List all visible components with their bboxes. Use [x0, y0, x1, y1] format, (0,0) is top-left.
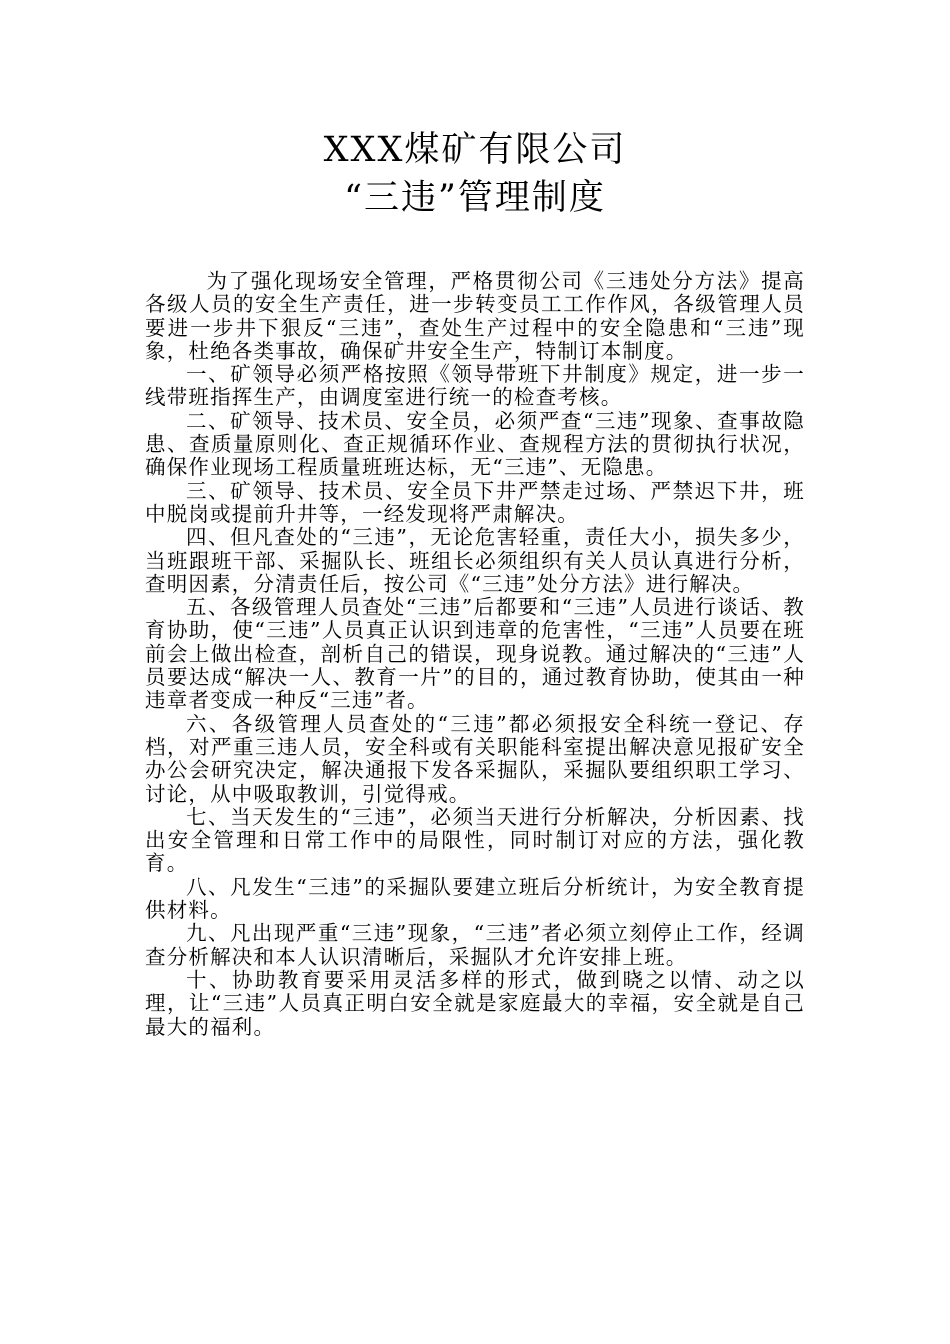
clause-1: 一、矿领导必须严格按照《领导带班下井制度》规定，进一步一线带班指挥生产，由调度室进行统一的检查考核。: [145, 362, 805, 410]
clause-3: 三、矿领导、技术员、安全员下井严禁走过场、严禁迟下井，班中脱岗或提前升井等，一经发现将严肃解决。: [145, 478, 805, 526]
clause-10: 十、协助教育要采用灵活多样的形式，做到晓之以情、动之以理，让“三违”人员真正明白安全就是家庭最大的幸福，安全就是自己最大的福利。: [145, 967, 805, 1039]
intro-paragraph: 为了强化现场安全管理，严格贯彻公司《三违处分方法》提高各级人员的安全生产责任，进一步转变员工工作作风，各级管理人员要进一步井下狠反“三违”，查处生产过程中的安全隐患和“三违”现象，杜绝各类事故，确保矿井安全生产，特制订本制度。: [145, 269, 805, 363]
clause-7: 七、当天发生的“三违”，必须当天进行分析解决，分析因素、找出安全管理和日常工作中的局限性，同时制订对应的方法，强化教育。: [145, 804, 805, 876]
clause-4: 四、但凡查处的“三违”，无论危害轻重，责任大小，损失多少，当班跟班干部、采掘队长、班组长必须组织有关人员认真进行分析，查明因素，分清责任后，按公司《“三违”处分方法》进行解决。: [145, 525, 805, 596]
title-regulation: “三违”管理制度: [344, 178, 606, 218]
document-title: [0, 126, 950, 222]
clause-2: 二、矿领导、技术员、安全员，必须严查“三违”现象、查事故隐患、查质量原则化、查正规循环作业、查规程方法的贯彻执行状况，确保作业现场工程质量班班达标，无“三违”、无隐患。: [145, 408, 805, 480]
clause-6: 六、各级管理人员查处的“三违”都必须报安全科统一登记、存档，对严重三违人员，安全科或有关职能科室提出解决意见报矿安全办公会研究决定，解决通报下发各采掘队，采掘队要组织职工学习、讨论，从中吸取教训，引觉得戒。: [145, 711, 805, 806]
document-body: [145, 270, 805, 1039]
clause-8: 八、凡发生“三违”的采掘队要建立班后分析统计，为安全教育提供材料。: [145, 874, 805, 923]
clause-5: 五、各级管理人员查处“三违”后都要和“三违”人员进行谈话、教育协助，使“三违”人员真正认识到违章的危害性，“三违”人员要在班前会上做出检查，剖析自己的错误，现身说教。通过解决的“三违”人员要达成“解决一人、教育一片”的目的，通过教育协助，使其由一种违章者变成一种反“三违”者。: [145, 595, 805, 713]
title-company: XXX煤矿有限公司: [323, 130, 627, 170]
clause-9: 九、凡出现严重“三违”现象，“三违”者必须立刻停止工作，经调查分析解决和本人认识清晰后，采掘队才允许安排上班。: [145, 921, 805, 969]
